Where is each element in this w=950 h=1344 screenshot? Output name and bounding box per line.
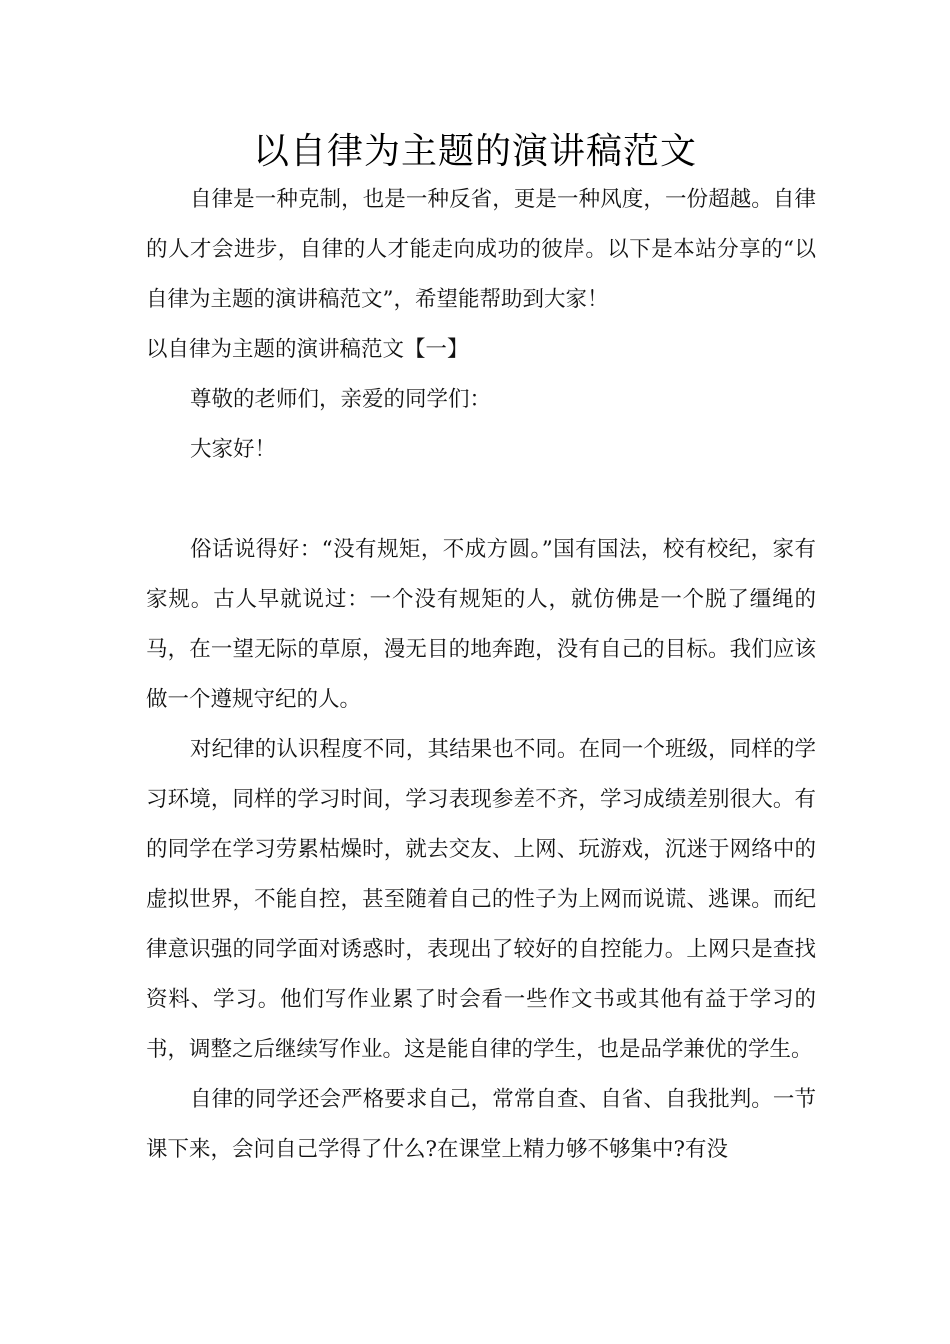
blank-line (146, 475, 816, 525)
document-body (146, 175, 816, 1175)
intro-paragraph: 自律是一种克制，也是一种反省，更是一种风度，一份超越。自律的人才会进步，自律的人才能走向成功的彼岸。以下是本站分享的“以自律为主题的演讲稿范文”，希望能帮助到大家！ (146, 187, 816, 312)
body-paragraph: 自律的同学还会严格要求自己，常常自查、自省、自我批判。一节课下来，会问自己学得了什么?在课堂上精力够不够集中?有没 (146, 1087, 816, 1162)
body-paragraph: 俗话说得好：“没有规矩，不成方圆。”国有国法，校有校纪，家有家规。古人早就说过：一个没有规矩的人，就仿佛是一个脱了缰绳的马，在一望无际的草原，漫无目的地奔跑，没有自己的目标。我们应该做一个遵规守纪的人。 (146, 537, 816, 712)
body-paragraph: 对纪律的认识程度不同，其结果也不同。在同一个班级，同样的学习环境，同样的学习时间，学习表现参差不齐，学习成绩差别很大。有的同学在学习劳累枯燥时，就去交友、上网、玩游戏，沉迷于网络中的虚拟世界，不能自控，甚至随着自己的性子为上网而说谎、逃课。而纪律意识强的同学面对诱惑时，表现出了较好的自控能力。上网只是查找资料、学习。他们写作业累了时会看一些作文书或其他有益于学习的书，调整之后继续写作业。这是能自律的学生，也是品学兼优的学生。 (146, 737, 816, 1062)
greeting: 大家好！ (190, 437, 277, 462)
salutation: 尊敬的老师们，亲爱的同学们： (190, 387, 492, 412)
document-title: 以自律为主题的演讲稿范文 (252, 131, 697, 172)
section-heading: 以自律为主题的演讲稿范文【一】 (146, 337, 469, 362)
